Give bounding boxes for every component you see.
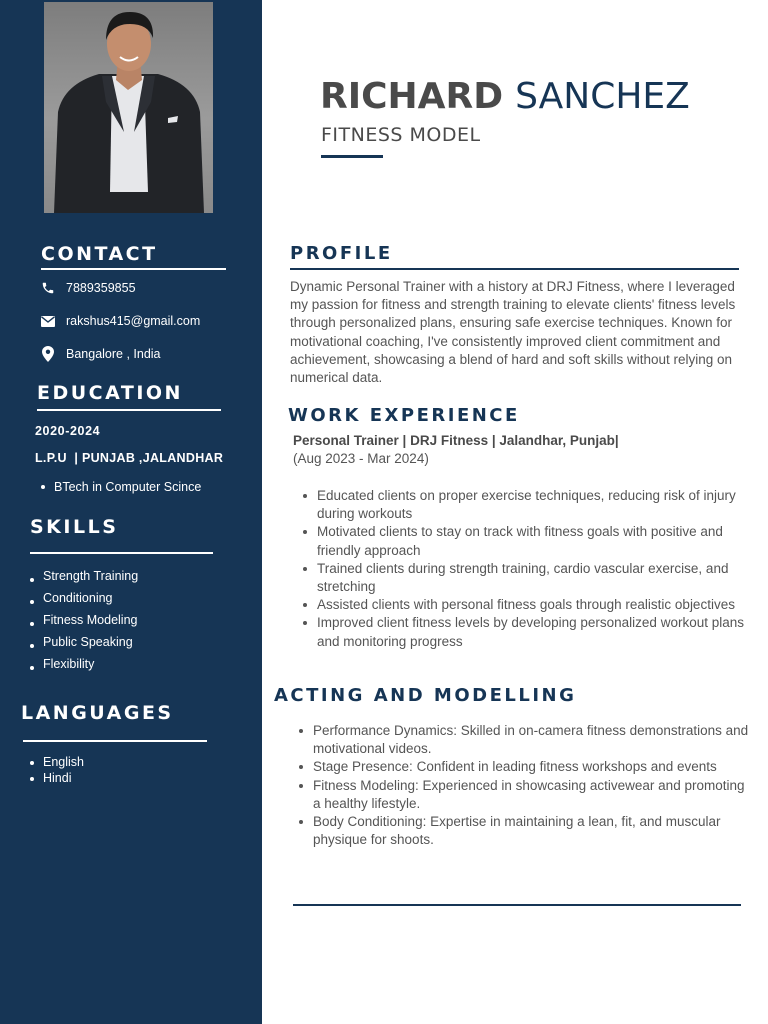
list-item: Motivated clients to stay on track with fitness goals with positive and friendly approach bbox=[297, 523, 757, 559]
contact-divider bbox=[41, 268, 226, 270]
list-item: Body Conditioning: Expertise in maintaining a lean, fit, and muscular physique for shoots. bbox=[293, 813, 753, 849]
profile-photo bbox=[44, 2, 213, 213]
list-item: Fitness Modeling: Experienced in showcasing activewear and promoting a healthy lifestyle. bbox=[293, 777, 753, 813]
education-degree-list bbox=[39, 480, 201, 494]
contact-phone[interactable]: 7889359855 bbox=[66, 281, 136, 295]
skills-heading: SKILLS bbox=[30, 516, 119, 538]
contact-email[interactable]: rakshus415@gmail.com bbox=[66, 314, 201, 328]
role-underline bbox=[321, 155, 383, 158]
list-item: Stage Presence: Confident in leading fitness workshops and events bbox=[293, 758, 753, 776]
profile-heading: PROFILE bbox=[290, 243, 393, 264]
phone-icon bbox=[40, 280, 56, 296]
list-item: Assisted clients with personal fitness goals through realistic objectives bbox=[297, 596, 757, 614]
list-item: English bbox=[28, 755, 84, 771]
person-portrait-image bbox=[44, 2, 213, 213]
work-bullets bbox=[297, 487, 757, 651]
list-item: Strength Training bbox=[28, 569, 138, 591]
list-item: Trained clients during strength training, cardio vascular exercise, and stretching bbox=[297, 560, 757, 596]
job-dates: (Aug 2023 - Mar 2024) bbox=[293, 451, 429, 466]
list-item: Public Speaking bbox=[28, 635, 138, 657]
sidebar bbox=[0, 0, 262, 1024]
profile-divider bbox=[290, 268, 739, 270]
mail-icon bbox=[40, 313, 56, 329]
education-heading: EDUCATION bbox=[37, 382, 183, 404]
list-item: Flexibility bbox=[28, 657, 138, 679]
last-name: SANCHEZ bbox=[515, 76, 690, 117]
languages-heading: LANGUAGES bbox=[21, 702, 174, 724]
education-years: 2020-2024 bbox=[35, 424, 101, 438]
education-divider bbox=[37, 409, 221, 411]
skills-list bbox=[28, 569, 138, 679]
contact-heading: CONTACT bbox=[41, 243, 158, 265]
first-name: RICHARD bbox=[320, 76, 504, 117]
list-item: Conditioning bbox=[28, 591, 138, 613]
languages-list bbox=[28, 755, 84, 787]
job-role: FITNESS MODEL bbox=[321, 124, 481, 146]
list-item: Performance Dynamics: Skilled in on-camera fitness demonstrations and motivational videos. bbox=[293, 722, 753, 758]
job-title: Personal Trainer | DRJ Fitness | Jalandhar, Punjab| bbox=[293, 433, 619, 448]
contact-location-row bbox=[40, 345, 161, 363]
list-item: Educated clients on proper exercise techniques, reducing risk of injury during workouts bbox=[297, 487, 757, 523]
location-pin-icon bbox=[40, 346, 56, 362]
contact-location: Bangalore , India bbox=[66, 347, 161, 361]
list-item: Fitness Modeling bbox=[28, 613, 138, 635]
acting-bullets bbox=[293, 722, 753, 849]
full-name bbox=[320, 76, 690, 118]
contact-email-row bbox=[40, 312, 200, 330]
profile-text: Dynamic Personal Trainer with a history at DRJ Fitness, where I leveraged my passion for fitness and strength training to elevate clients' fitness levels through personalized plans, ensuring safe exercise techniques. Known for motivational coaching, I've consistently improved client commitment and achievement, showcasing a blend of hard and soft skills without relying on numerical data. bbox=[290, 279, 736, 386]
footer-divider bbox=[293, 904, 741, 906]
contact-phone-row bbox=[40, 279, 136, 297]
acting-heading: ACTING AND MODELLING bbox=[274, 685, 577, 706]
work-heading: WORK EXPERIENCE bbox=[288, 405, 520, 426]
list-item: Improved client fitness levels by developing personalized workout plans and monitoring progress bbox=[297, 614, 757, 650]
languages-divider bbox=[23, 740, 207, 742]
education-school: L.P.U | PUNJAB ,JALANDHAR bbox=[35, 451, 224, 465]
list-item: Hindi bbox=[28, 771, 84, 787]
education-degree: BTech in Computer Scince bbox=[39, 480, 201, 494]
skills-divider bbox=[30, 552, 213, 554]
